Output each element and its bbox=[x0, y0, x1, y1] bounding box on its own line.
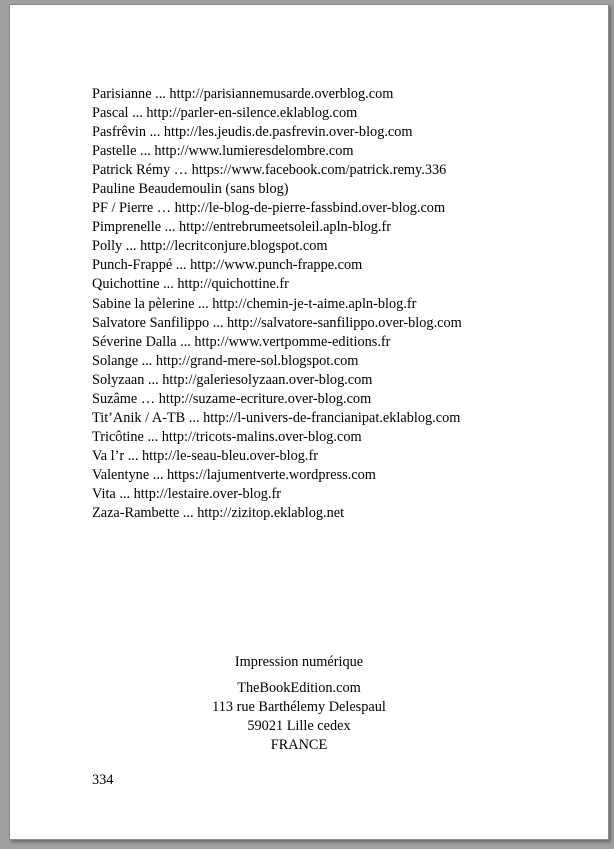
list-item: Pimprenelle ... http://entrebrumeetsoleil.apln-blog.fr bbox=[92, 219, 391, 236]
list-item: Sabine la pèlerine ... http://chemin-je-t-aime.apln-blog.fr bbox=[92, 295, 417, 312]
list-item: Tricôtine ... http://tricots-malins.over-blog.com bbox=[92, 428, 362, 445]
list-item: Pasfrêvin ... http://les.jeudis.de.pasfrevin.over-blog.com bbox=[92, 124, 413, 141]
impression-note bbox=[10, 653, 588, 672]
publisher-address bbox=[10, 679, 588, 755]
list-item: Solange ... http://grand-mere-sol.blogspot.com bbox=[92, 352, 359, 369]
list-item: Valentyne ... https://lajumentverte.wordpress.com bbox=[92, 466, 376, 483]
publisher-name: TheBookEdition.com bbox=[237, 680, 361, 696]
list-item: Punch-Frappé ... http://www.punch-frappe.com bbox=[92, 257, 363, 274]
publisher-city: 59021 Lille cedex bbox=[247, 718, 351, 734]
blog-list bbox=[92, 85, 462, 523]
list-item: Zaza-Rambette ... http://zizitop.eklablog.net bbox=[92, 505, 345, 522]
publisher-street: 113 rue Barthélemy Delespaul bbox=[212, 699, 386, 715]
list-item: Pauline Beaudemoulin (sans blog) bbox=[92, 181, 289, 198]
publisher-country: FRANCE bbox=[270, 737, 328, 753]
list-item: Polly ... http://lecritconjure.blogspot.com bbox=[92, 238, 328, 255]
impression-label: Impression numérique bbox=[234, 654, 364, 670]
list-item: Suzâme … http://suzame-ecriture.over-blog.com bbox=[92, 390, 372, 407]
list-item: PF / Pierre … http://le-blog-de-pierre-fassbind.over-blog.com bbox=[92, 200, 446, 217]
list-item: Séverine Dalla ... http://www.vertpomme-editions.fr bbox=[92, 333, 391, 350]
list-item: Patrick Rémy … https://www.facebook.com/patrick.remy.336 bbox=[92, 162, 447, 179]
list-item: Quichottine ... http://quichottine.fr bbox=[92, 276, 289, 293]
list-item: Parisianne ... http://parisiannemusarde.overblog.com bbox=[92, 86, 394, 102]
list-item: Solyzaan ... http://galeriesolyzaan.over-blog.com bbox=[92, 371, 373, 388]
document-page bbox=[9, 4, 609, 840]
list-item: Pascal ... http://parler-en-silence.eklablog.com bbox=[92, 105, 358, 122]
page-number: 334 bbox=[92, 772, 114, 788]
list-item: Pastelle ... http://www.lumieresdelombre.com bbox=[92, 143, 354, 160]
list-item: Salvatore Sanfilippo ... http://salvatore-sanfilippo.over-blog.com bbox=[92, 314, 462, 331]
list-item: Va l’r ... http://le-seau-bleu.over-blog.fr bbox=[92, 447, 319, 464]
list-item: Vita ... http://lestaire.over-blog.fr bbox=[92, 485, 282, 502]
list-item: Tit’Anik / A-TB ... http://l-univers-de-francianipat.eklablog.com bbox=[92, 409, 461, 426]
